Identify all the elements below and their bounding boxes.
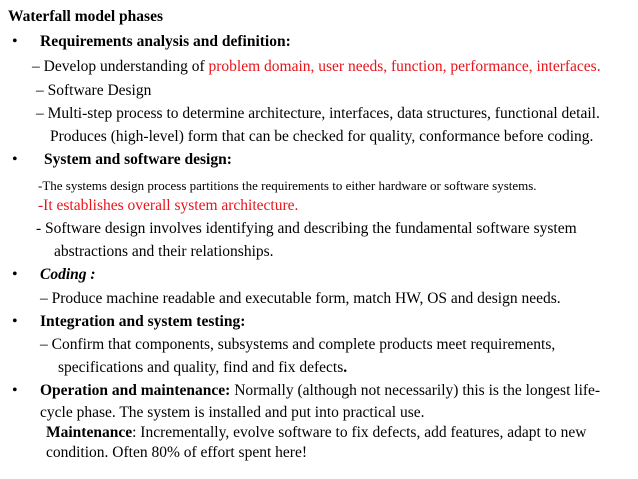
slide-title: Waterfall model phases xyxy=(8,8,163,25)
system-design-heading: System and software design: xyxy=(44,151,232,168)
bullet-marker: • xyxy=(12,151,18,168)
system-design-line-1: -The systems design process partitions the requirements to either hardware or software systems. xyxy=(38,178,537,193)
system-design-line-2: -It establishes overall system architecture. xyxy=(38,197,299,214)
maintenance-line-1-rest: : Incrementally, evolve software to fix defects, add features, adapt to new xyxy=(132,424,587,441)
integration-heading: Integration and system testing: xyxy=(40,313,246,330)
operation-line-1 xyxy=(40,382,600,400)
bullet-marker: • xyxy=(12,313,18,330)
requirements-line-1 xyxy=(32,58,601,76)
operation-line-1-rest: Normally (although not necessarily) this is the longest life- xyxy=(230,382,601,399)
bullet-marker: • xyxy=(12,266,18,283)
coding-line-1: – Produce machine readable and executable form, match HW, OS and design needs. xyxy=(40,290,561,307)
system-design-line-3: - Software design involves identifying and describing the fundamental software system xyxy=(36,220,577,237)
bullet-marker: • xyxy=(12,382,18,399)
integration-line-2-period: . xyxy=(343,359,348,376)
integration-line-2 xyxy=(58,359,347,377)
operation-line-2: cycle phase. The system is installed and put into practical use. xyxy=(40,404,425,421)
operation-heading: Operation and maintenance: xyxy=(40,382,231,399)
integration-line-2-text: specifications and quality, find and fix defects xyxy=(58,359,344,376)
integration-line-1: – Confirm that components, subsystems and complete products meet requirements, xyxy=(40,336,556,353)
requirements-highlight: problem domain, user needs, function, performance, interfaces. xyxy=(208,58,601,75)
requirements-line-4: Produces (high-level) form that can be checked for quality, conformance before coding. xyxy=(50,128,594,145)
requirements-line-1-prefix: – Develop understanding of xyxy=(32,58,209,75)
system-design-line-4: abstractions and their relationships. xyxy=(54,243,274,260)
coding-heading: Coding : xyxy=(40,266,96,283)
requirements-line-3: – Multi-step process to determine architecture, interfaces, data structures, functional detail. xyxy=(36,105,600,122)
requirements-heading: Requirements analysis and definition: xyxy=(40,33,291,50)
bullet-marker: • xyxy=(12,33,18,50)
maintenance-label: Maintenance xyxy=(46,424,133,441)
maintenance-line-1 xyxy=(46,424,586,442)
maintenance-line-2: condition. Often 80% of effort spent here! xyxy=(46,444,307,461)
requirements-line-2: – Software Design xyxy=(36,82,152,99)
